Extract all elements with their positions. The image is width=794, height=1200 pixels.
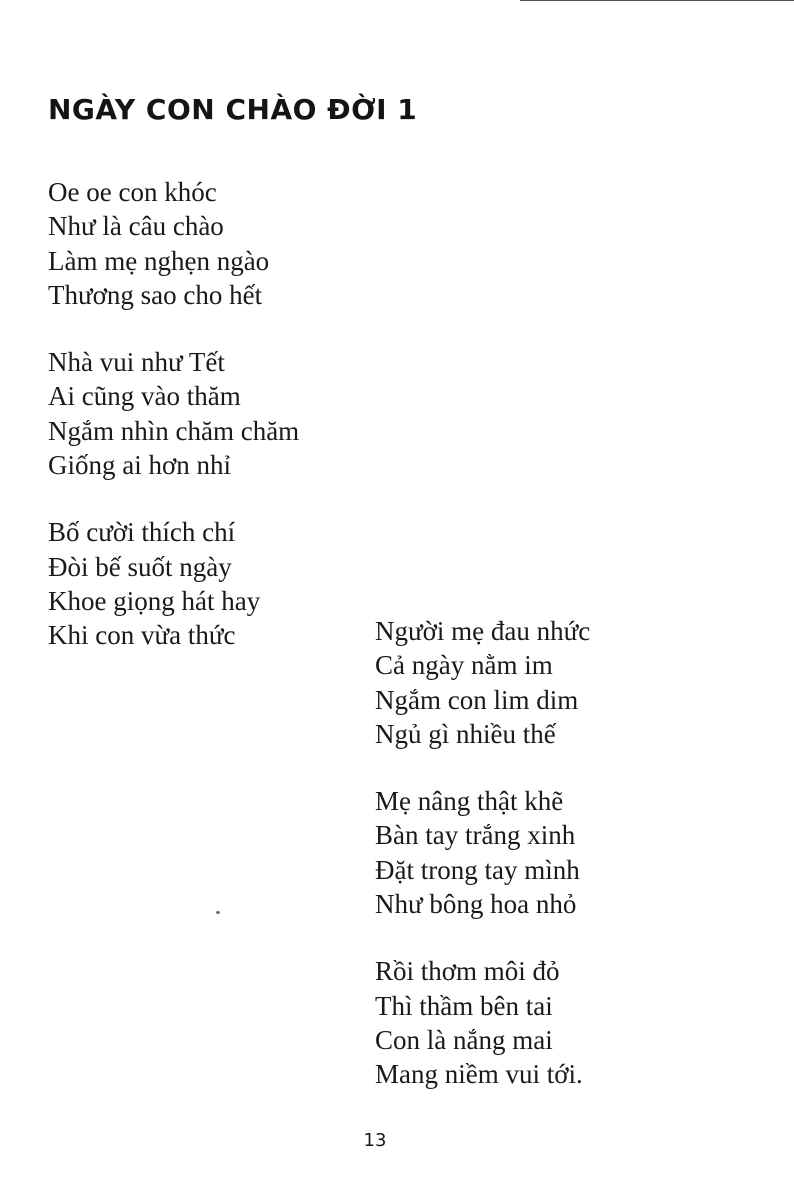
top-edge-rule (520, 0, 794, 1)
poem-line: Đòi bế suốt ngày (48, 551, 232, 582)
poem-line: Bố cười thích chí (48, 517, 236, 548)
poem-line: Mẹ nâng thật khẽ (375, 786, 564, 817)
poem-line: Khi con vừa thức (48, 620, 236, 651)
poem-line: Rồi thơm môi đỏ (375, 956, 560, 987)
poem-line: Oe oe con khóc (48, 177, 217, 207)
poem-line: Con là nắng mai (375, 1024, 553, 1055)
poem-line: Khoe giọng hát hay (48, 585, 261, 616)
stanza (375, 614, 590, 751)
poem-line: Mang niềm vui tới. (375, 1059, 583, 1090)
poem-left-column (48, 175, 299, 686)
poem-line: Thì thầm bên tai (375, 990, 553, 1021)
poem-line: Như bông hoa nhỏ (375, 889, 577, 920)
poem-line: Như là câu chào (48, 211, 224, 242)
stanza (48, 175, 299, 312)
stanza (48, 345, 299, 482)
poem-line: Ngủ gì nhiều thế (375, 718, 556, 749)
poem-line: Ngắm nhìn chăm chăm (48, 415, 300, 446)
poem-line: Ai cũng vào thăm (48, 381, 241, 412)
poem-line: Nhà vui như Tết (48, 347, 225, 378)
stanza (48, 515, 299, 652)
poem-line: Đặt trong tay mình (375, 854, 580, 885)
poem-line: Bàn tay trắng xinh (375, 820, 576, 851)
poem-line: Ngắm con lim dim (375, 684, 579, 715)
poem-line: Người mẹ đau nhức (375, 616, 591, 646)
stanza (375, 784, 590, 921)
poem-right-column (375, 614, 590, 1125)
stanza (375, 954, 590, 1091)
poem-title: NGÀY CON CHÀO ĐỜI 1 (48, 93, 418, 126)
poem-line: Thương sao cho hết (48, 279, 263, 310)
paper-speck (216, 911, 220, 914)
poem-line: Làm mẹ nghẹn ngào (48, 245, 270, 276)
poem-line: Giống ai hơn nhỉ (48, 450, 232, 481)
poem-line: Cả ngày nằm im (375, 650, 553, 681)
page-number: 13 (363, 1130, 387, 1151)
